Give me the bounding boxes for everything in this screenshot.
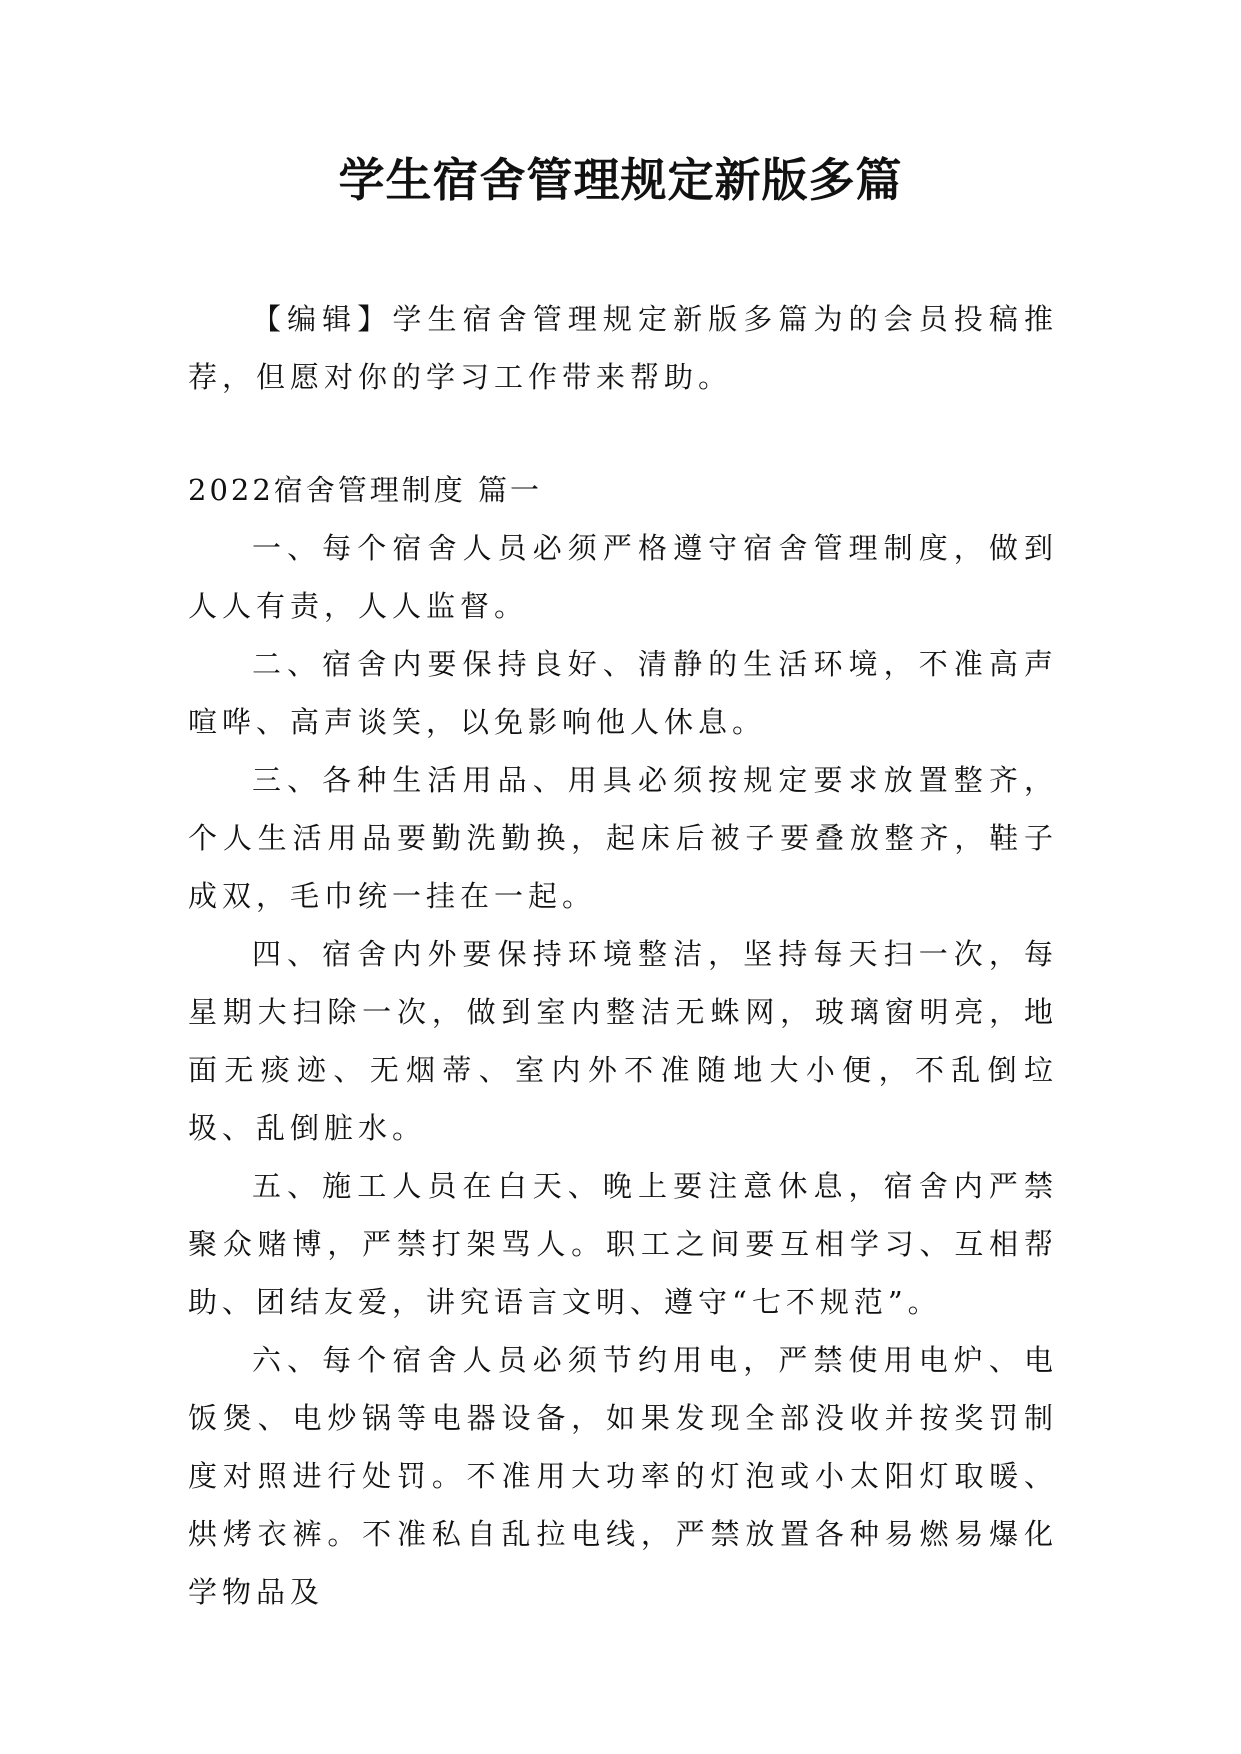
rules-list xyxy=(188,519,1058,1621)
rule-item-1: 一、每个宿舍人员必须严格遵守宿舍管理制度，做到人人有责，人人监督。 xyxy=(188,531,1058,623)
rule-item-3: 三、各种生活用品、用具必须按规定要求放置整齐，个人生活用品要勤洗勤换，起床后被子要叠放整齐，鞋子成双，毛巾统一挂在一起。 xyxy=(188,763,1058,913)
rule-item-5: 五、施工人员在白天、晚上要注意休息，宿舍内严禁聚众赌博，严禁打架骂人。职工之间要互相学习、互相帮助、团结友爱，讲究语言文明、遵守“七不规范”。 xyxy=(188,1169,1058,1319)
intro-paragraph: 【编辑】学生宿舍管理规定新版多篇为的会员投稿推荐，但愿对你的学习工作带来帮助。 xyxy=(188,302,1058,394)
document-title: 学生宿舍管理规定新版多篇 xyxy=(338,153,903,207)
rule-item-6: 六、每个宿舍人员必须节约用电，严禁使用电炉、电饭煲、电炒锅等电器设备，如果发现全部没收并按奖罚制度对照进行处罚。不准用大功率的灯泡或小太阳灯取暖、烘烤衣裤。不准私自乱拉电线，严禁放置各种易燃易爆化学物品及 xyxy=(188,1343,1058,1609)
section-heading: 2022宿舍管理制度 篇一 xyxy=(188,473,543,507)
rule-item-2: 二、宿舍内要保持良好、清静的生活环境，不准高声喧哗、高声谈笑，以免影响他人休息。 xyxy=(188,647,1058,739)
rule-item-4: 四、宿舍内外要保持环境整洁，坚持每天扫一次，每星期大扫除一次，做到室内整洁无蛛网，玻璃窗明亮，地面无痰迹、无烟蒂、室内外不准随地大小便，不乱倒垃圾、乱倒脏水。 xyxy=(188,937,1058,1145)
